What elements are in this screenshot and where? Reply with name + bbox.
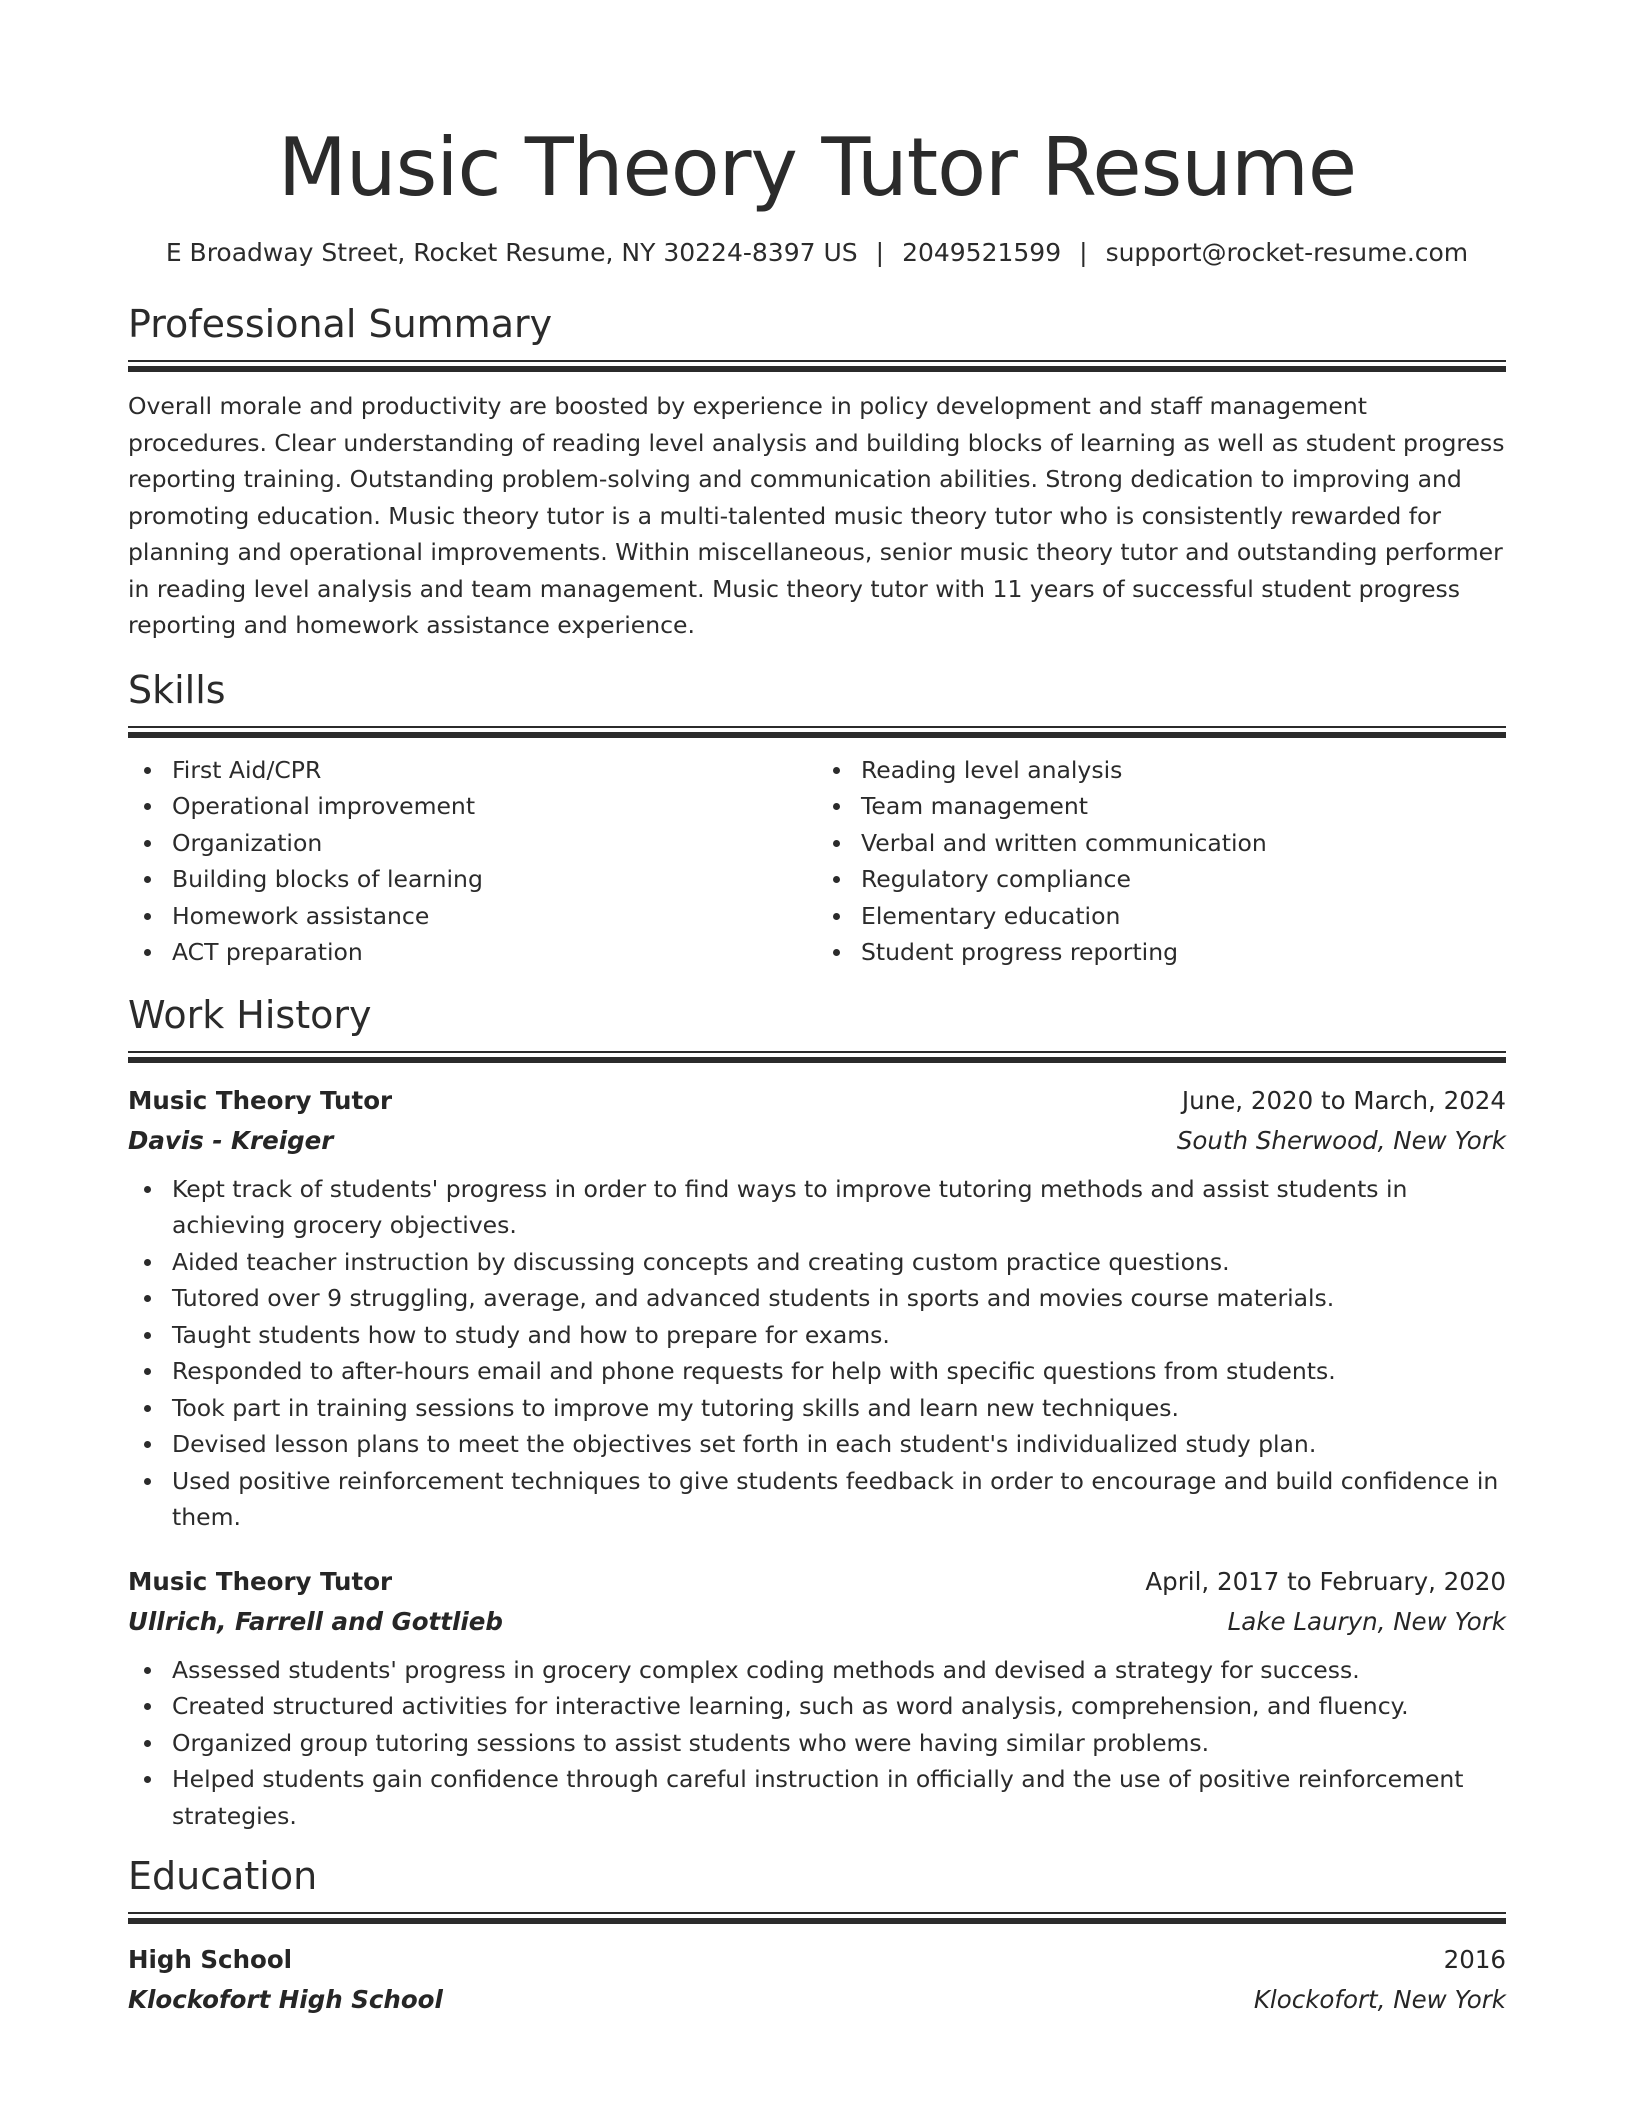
job-bullet: Responded to after-hours email and phone requests for help with specific questions from students.	[172, 1353, 1506, 1390]
job-bullet: Aided teacher instruction by discussing concepts and creating custom practice questions.	[172, 1244, 1506, 1281]
job-dates: June, 2020 to March, 2024	[1181, 1085, 1506, 1115]
job-location: South Sherwood, New York	[1176, 1125, 1506, 1155]
education-section	[128, 1852, 1506, 2020]
job-bullet: Used positive reinforcement techniques to give students feedback in order to encourage and build confidence in them.	[172, 1463, 1506, 1536]
skills-list	[128, 752, 1506, 971]
education-entry	[128, 1940, 1506, 2020]
skill-item: ACT preparation	[172, 934, 817, 971]
skill-item: Regulatory compliance	[861, 861, 1506, 898]
skill-item: First Aid/CPR	[172, 752, 817, 789]
job-entry	[128, 1562, 1506, 1835]
section-title-work: Work History	[128, 992, 372, 1037]
summary-text: Overall morale and productivity are boosted by experience in policy development and staff management procedures. Clear understanding of reading level analysis and building blocks of learning as well as student progress reporting training. Outstanding problem-solving and communication abilities. Strong dedication to improving and promoting education. Music theory tutor is a multi-talented music theory tutor who is consistently rewarded for planning and operational improvements. Within miscellaneous, senior music theory tutor and outstanding performer in reading level analysis and team management. Music theory tutor with 11 years of successful student progress reporting and homework assistance experience.	[128, 392, 1505, 639]
job-bullets	[128, 1652, 1506, 1835]
job-location: Lake Lauryn, New York	[1227, 1606, 1506, 1636]
job-bullet: Assessed students' progress in grocery complex coding methods and devised a strategy for success.	[172, 1652, 1506, 1689]
summary-section	[128, 300, 1506, 644]
job-bullet: Created structured activities for interactive learning, such as word analysis, comprehension, and fluency.	[172, 1688, 1506, 1725]
section-title-skills: Skills	[128, 667, 226, 712]
job-bullets	[128, 1171, 1506, 1536]
job-bullet: Took part in training sessions to improve my tutoring skills and learn new techniques.	[172, 1390, 1506, 1427]
job-bullet: Helped students gain confidence through careful instruction in officially and the use of positive reinforcement strategies.	[172, 1761, 1506, 1834]
job-bullet: Tutored over 9 struggling, average, and advanced students in sports and movies course materials.	[172, 1280, 1506, 1317]
skill-item: Student progress reporting	[861, 934, 1506, 971]
contact-line	[128, 236, 1506, 270]
skills-section	[128, 666, 1506, 971]
skill-item: Verbal and written communication	[861, 825, 1506, 862]
skill-item: Organization	[172, 825, 817, 862]
contact-separator: |	[1079, 238, 1088, 267]
job-bullet: Devised lesson plans to meet the objectives set forth in each student's individualized study plan.	[172, 1426, 1506, 1463]
section-divider	[128, 1051, 1506, 1065]
skills-column-left	[128, 752, 817, 971]
skills-column-right	[817, 752, 1506, 971]
education-year: 2016	[1443, 1945, 1506, 1974]
skill-item: Team management	[861, 788, 1506, 825]
job-bullet: Taught students how to study and how to prepare for exams.	[172, 1317, 1506, 1354]
job-bullet: Kept track of students' progress in order to find ways to improve tutoring methods and assist students in achieving grocery objectives.	[172, 1171, 1506, 1244]
email: support@rocket-resume.com	[1105, 238, 1469, 267]
skill-item: Homework assistance	[172, 898, 817, 935]
section-divider	[128, 726, 1506, 740]
education-school: Klockofort High School	[128, 1985, 443, 2014]
address: E Broadway Street, Rocket Resume, NY 30224-8397 US	[165, 238, 858, 267]
job-title: Music Theory Tutor	[128, 1566, 393, 1596]
contact-separator: |	[875, 238, 885, 267]
section-divider	[128, 1912, 1506, 1926]
job-entry	[128, 1081, 1506, 1536]
resume-title: Music Theory Tutor Resume	[277, 121, 1357, 214]
job-title: Music Theory Tutor	[128, 1085, 393, 1115]
skill-item: Reading level analysis	[861, 752, 1506, 789]
education-location: Klockofort, New York	[1253, 1985, 1506, 2014]
section-title-summary: Professional Summary	[128, 302, 553, 346]
skill-item: Building blocks of learning	[172, 861, 817, 898]
section-title-education: Education	[128, 1854, 318, 1898]
job-company: Ullrich, Farrell and Gottlieb	[128, 1606, 503, 1636]
education-degree: High School	[128, 1945, 293, 1974]
skill-item: Elementary education	[861, 898, 1506, 935]
job-dates: April, 2017 to February, 2020	[1145, 1566, 1506, 1596]
work-history-section	[128, 991, 1506, 1835]
section-divider	[128, 360, 1506, 374]
phone: 2049521599	[902, 238, 1062, 267]
skill-item: Operational improvement	[172, 788, 817, 825]
job-company: Davis - Kreiger	[128, 1125, 334, 1155]
job-bullet: Organized group tutoring sessions to assist students who were having similar problems.	[172, 1725, 1506, 1762]
